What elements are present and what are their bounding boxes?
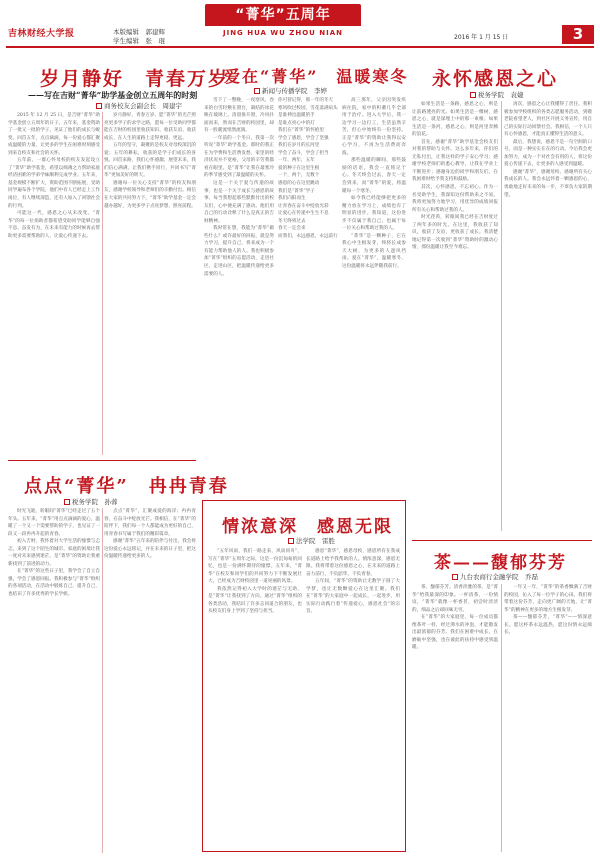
article6-headline: 茶——馥郁芬芳 — [434, 553, 567, 573]
column-divider — [501, 101, 502, 531]
paragraph: 可能这一代，感恩之心从未改变。“菁华”的每一位捐助者都希望受助同学能够自强不息、奋发有为，在未来有能力的时候再去帮助更多需要帮助的人，让爱心传递下去。 — [8, 211, 100, 239]
article2-headline: 爱在“菁华” 温暖寒冬 — [224, 67, 409, 86]
paragraph: 如今我已经能够把更多的精力放在学习上，成绩也有了明显的进步。我知道，这份进步不仅属于我自己，也属于每一位关心和帮助过我的人。 — [342, 196, 406, 232]
editor-line: 本版编辑 郭建辉 — [113, 28, 165, 36]
article2-byline-text: 新闻与传播学院 李婷 — [262, 87, 327, 95]
poem-line: 让爱心在传递中生生不息 — [278, 211, 329, 217]
issue-date: 2016 年 1 月 15 日 — [454, 34, 509, 41]
article6-col2 — [504, 584, 592, 852]
paragraph: 五年前，一群心怀母校的校友发起设立了“菁华”助学基金，希望以绵薄之力帮助家庭经济困难的学弟学妹顺利完成学业。五年来，基金规模不断扩大，资助范围不断拓展，受助同学遍布各个学院，他们中有人已经走上工作岗位，有人继续深造，还有人加入了回馈社会的行列。 — [8, 158, 100, 209]
byline-mark-icon — [254, 88, 260, 94]
article4-byline — [288, 536, 335, 545]
paragraph: 一年前的一个冬日，我第一次听说“菁华”助学基金。那时的我正在为学费和生活费发愁，家里的经济状况并不宽裕，父母的辛劳我都看在眼里。是“菁华”让我在最寒冷的季节感受到了最温暖的关怀。 — [204, 135, 274, 179]
paragraph: 五年的坚守，凝聚的是校友对母校深沉的爱；五年的耕耘，收获的是学子们成长的喜悦。回首来路，我们心怀感激；展望未来，我们信心满满。让我们携手同行，共同书写“菁华”更加美好的明天。 — [104, 143, 196, 179]
column-divider — [501, 584, 502, 852]
paragraph: 感谢每一位关心支持“菁华”的校友和朋友，感谢学校领导和老师们的辛勤付出。相信在大家的共同努力下，“菁华”助学基金一定会越办越好，为更多学子点亮梦想，照亮前程。 — [104, 180, 196, 209]
paragraph: 在“菁华”的这些日子里，我学会了自立自强，学会了感恩回报。我积极参与“菁华”组织的各项活动，在活动中锻炼自己，提升自己，也结识了许多优秀的学长学姐。 — [8, 569, 100, 598]
paragraph: 首先，感谢“菁华”助学基金会校友们对我的帮助与关怀。这么多年来，你们的无私付出，让我这样的学子安心学习；感谢学校老师们的悉心教导，让我在学业上不断进步；感谢身边的同学和朋友们，在我困难时给予我支持和鼓励。 — [412, 139, 498, 183]
poem-line: 而我们，永远感恩，永远前行 — [278, 233, 338, 239]
paragraph: “菁华”是一颗种子，它在我心中生根发芽，终将长成参天大树，为更多的人遮风挡雨。爱在“菁华”，温暖寒冬，这份温暖将永远伴随我前行。 — [342, 233, 406, 270]
paragraph: “五年风雨，我们一路走来，风雨同舟”，写在“菁华”五周年之际，这是一份沉甸甸的回忆，也是一份满怀期待的憧憬。五年来，“菁华”在校友和同学们的共同努力下不断发展壮大，已经成为吉财校园里一道亮丽的风景。 — [208, 549, 302, 585]
paragraph: 一年又一年，“菁华”的茶香飘满了吉财的校园，沁入了每一位学子的心田。我们将带着这份芬芳，走向更广阔的天地，让“菁华”的精神在更多的地方生根发芽。 — [504, 585, 592, 613]
article5-byline-text: 税务学院 孙蓉 — [72, 498, 118, 506]
paragraph: 我时常在想，我能为“菁华”做些什么？或许最好的回报，就是努力学习，提升自己，将来成为一个有能力帮助他人的人。我也积极参加“菁华”组织的志愿活动，走进社区，走进山区，把温暖传递给更多需要的人。 — [204, 226, 274, 277]
byline-mark-icon — [452, 574, 458, 580]
poem-line: 学会了感恩，学会了坚强 — [278, 135, 329, 141]
paragraph: 2015 年 12 月 25 日，是吉财“菁华”助学基金创立五周年的日子。五年来，基金资助了一批又一批的学子，见证了他们的成长与蜕变。回首五年，点点滴滴，每一份爱心都汇聚成温暖的力量，让更多的学生在困难时刻感受到来自校友和社会的关怀。 — [8, 113, 100, 156]
paragraph: 感谢“菁华”，感谢母校，感谢所有关心我成长的人。我会永远怀着一颗感恩的心，勇敢地走好未来的每一步，不辜负大家的期望。 — [504, 169, 592, 198]
paragraph: 茶，馥郁芬芳。清香淡雅的茶，是“菁华”给我最深的印象。一杯清茶，一份情谊，“菁华”就像一杯香茗，初尝时淡淡的，细品之后却回味无穷。 — [412, 585, 498, 613]
poem-line: 是谁伸出温暖的手 — [278, 113, 315, 119]
article3-col1 — [412, 101, 498, 531]
student-editor-line: 学生编辑 张 琨 — [113, 37, 165, 45]
article2-col3 — [342, 97, 406, 497]
poem-line: 让青春在奋斗中绽放光彩 — [278, 203, 329, 209]
paragraph: 这是一个关于爱与传递的故事，也是一个关于成长与感恩的故事。每当我想起那些默默付出的校友们，心中便充满了感动。他们用自己的行动诠释了什么是真正的吉财精神。 — [204, 181, 274, 224]
poem-line: 感恩的心在这里跳动 — [278, 181, 320, 187]
article6-col1 — [412, 584, 498, 852]
poem-line: 爱的种子在这里生根 — [278, 165, 320, 171]
article5-col2 — [104, 508, 196, 853]
paragraph: 在“菁华”的大家庭里，每一位成员都像茶叶一样，经过沸水的冲泡，才能散发出最浓郁的芬芳。我们在困难中成长，在磨砺中坚强，也在彼此的扶持中感受到温暖。 — [412, 615, 498, 651]
column-divider — [102, 508, 103, 853]
article3-byline — [470, 90, 524, 99]
article6-byline-text: 九台农商行金融学院 乔磊 — [460, 573, 538, 581]
byline-mark-icon — [288, 538, 294, 544]
poem-line: 一个，两个，无数个 — [278, 173, 320, 179]
paragraph: 我依然记得初入大学时的迷茫与无助，是“菁华”让我找到了方向。通过“菁华”组织的各类活动，我结识了许多志同道合的朋友，也从校友们身上学到了坚持与担当。 — [208, 586, 302, 615]
byline-mark-icon — [96, 103, 102, 109]
banner-pinyin: JING HUA WU ZHOU NIAN — [222, 29, 344, 37]
paragraph: 最后，我想说，感恩不是一句空洞的口号，而是一种实实在在的行动。今后我会更加努力，成为一个对社会有用的人，将这份爱心传递下去，让更多的人感受到温暖。 — [504, 139, 592, 168]
poem-line: 我们是“菁华”学子 — [278, 188, 315, 194]
poem-line: 我们向阳而生 — [278, 196, 306, 202]
poem-line: 春天一定会来 — [278, 226, 306, 232]
paragraph: 时光飞逝，转眼间“菁华”已经走过了五个年头。五年来，“菁华”用点点滴滴的爱心，温暖了一个又一个需要帮助的学子，也见证了一段又一段冉冉升起的青春。 — [8, 509, 100, 537]
article4-col2 — [306, 548, 400, 846]
article1-headline: 岁月静好 青春万岁 — [40, 68, 230, 90]
article3-col2 — [504, 101, 592, 531]
paragraph: 点点“菁华”，汇聚成爱的海洋；冉冉青春，在奋斗中绽放光芒。我相信，在“菁华”的陪伴下，我们每一个人都能成为更好的自己，用青春书写属于我们的精彩篇章。 — [104, 509, 196, 537]
column-divider — [102, 112, 103, 455]
paragraph: 高三那年，父亲因突发疾病住院，家中的积蓄几乎全部用于治疗。进入大学后，我一边学习一边打工，生活虽然辛苦，但心中始终有一份坚持。正是“菁华”的资助让我得以安心学习，不再为生活费而奔波。 — [342, 98, 406, 156]
article5-col1 — [8, 508, 100, 853]
paragraph: 其次，心怀感恩，不忘初心。作为一名受助学生，我深知这份帮助来之不易。我将更加努力地学习，用优异的成绩回报所有关心和帮助过我的人。 — [412, 185, 498, 213]
byline-mark-icon — [470, 92, 476, 98]
paragraph: 初入吉财，我怀着对大学生活的憧憬与忐忑，来到了这个陌生的城市。家庭的困境让我一度对未来感到迷茫，是“菁华”的资助让我重新找到了前进的动力。 — [8, 539, 100, 567]
poem-line: 你可曾记得，那一年的冬天 — [278, 98, 334, 103]
poem-line: 我们在“菁华”的怀抱里 — [278, 128, 325, 134]
article2-byline — [254, 86, 327, 95]
paragraph: 感恩“菁华”，感恩母校，感恩所有在我成长道路上给予我帮助的人。情浓意深，感恩无限。我将带着这份感恩之心，在未来的道路上奋力前行，不负韶华，不负青春。 — [306, 549, 400, 577]
article6-byline — [452, 572, 538, 581]
article5-headline: 点点“菁华” 冉冉青春 — [24, 476, 229, 497]
section-divider — [412, 540, 592, 541]
banner-title: “菁华”五周年 — [205, 4, 361, 26]
poem-line: 学会了奋斗，学会了担当 — [278, 150, 329, 156]
article1-subhead: ——写在吉财“菁华”助学基金创立五周年的时刻 — [28, 90, 198, 100]
article5-byline — [64, 497, 118, 506]
poem-line: 是谁点亮心中的灯 — [278, 120, 315, 126]
paragraph: 茶——馥郁芬芳，“菁华”——情深意长。愿这杯茶永远温热，愿这份情永远绵长。 — [504, 615, 592, 636]
poem-line: 我们在岁月的长河里 — [278, 143, 320, 149]
article1-col2 — [104, 112, 196, 455]
paragraph: 五年间，“菁华”的资助让无数学子圆了大学梦，也让无数颗爱心在这里汇聚。我们在“菁华”的大家庭中一起成长，一起进步，用实际行动践行着“传递爱心，感恩社会”的宗旨。 — [306, 579, 400, 615]
header-rule — [6, 46, 594, 48]
article4-headline: 情浓意深 感恩无限 — [222, 517, 393, 537]
article1-byline — [96, 101, 182, 110]
paragraph: 那些温暖的瞬间，那些鼓励的话语，我会一直铭记于心。冬天终会过去，春天一定会到来，而“菁华”的爱，将温暖每一个寒冬。 — [342, 158, 406, 194]
editors-credit — [113, 28, 165, 46]
article4-byline-text: 法学院 雷胜 — [296, 537, 335, 545]
anniversary-banner — [205, 4, 361, 40]
article3-headline: 永怀感恩之心 — [432, 68, 559, 90]
section-divider — [8, 460, 196, 461]
paragraph: 雪下了一整晚，一夜寒风，卷来的白雪轻敷在窗台，凝结的冰花映在玻璃上。清晨推开窗，冷风扑面而来，然而在吉财的校园里，却有一股暖流悄然流淌。 — [204, 98, 274, 134]
article1-byline-text: 商务校友会副会长 周建宇 — [104, 102, 182, 110]
paragraph: 再次，感恩之心让我懂得了责任。我积极参加学校组织的各类志愿服务活动，到敬老院看望老人，到社区开展义务宣传，用自己的实际行动回馈社会。我相信，一个人只有心怀感恩，才能真正懂得生活的意义。 — [504, 102, 592, 138]
poem-line: 一年，两年，五年 — [278, 158, 315, 164]
article3-byline-text: 税务学院 袁婕 — [478, 91, 524, 99]
paragraph: 如果生活是一条路，感恩之心，则是让前路透亮的光。如果生活是一棵树，感恩之心，就是深埋土中的那一束根；如果生活是一条河，感恩之心，则是河里奔腾的浪花。 — [412, 102, 498, 138]
article2-col1 — [204, 97, 274, 497]
byline-mark-icon — [64, 499, 70, 505]
paragraph: 岁月静好，青春万岁。愿“菁华”的光芒照亮更多学子的求学之路，愿每一位受助同学都能在吉财的校园里收获知识、收获友谊、收获成长，在人生的道路上走得更稳、更远。 — [104, 113, 196, 141]
article2-poem — [278, 97, 338, 497]
article4-col1 — [208, 548, 302, 846]
page-number: 3 — [562, 25, 594, 44]
article1-col1 — [8, 112, 100, 455]
poem-line: 寒风吹过校园，雪花落满肩头 — [278, 105, 338, 111]
poem-line: 冬天终将过去 — [278, 218, 306, 224]
paragraph: 感谢“菁华”五年来的陪伴与付出，我会将这份爱心永远铭记，并在未来的日子里，把这份温暖传递给更多的人。 — [104, 539, 196, 560]
masthead-logo: 吉林财经大学报 — [8, 27, 103, 41]
paragraph: 时光荏苒，转眼间我已经在吉财度过了两年多的时光。在这里，我收获了知识，收获了友谊，更收获了成长。我清楚地记得第一次收到“菁华”资助时的激动心情，那份温暖让我至今难忘。 — [412, 215, 498, 251]
